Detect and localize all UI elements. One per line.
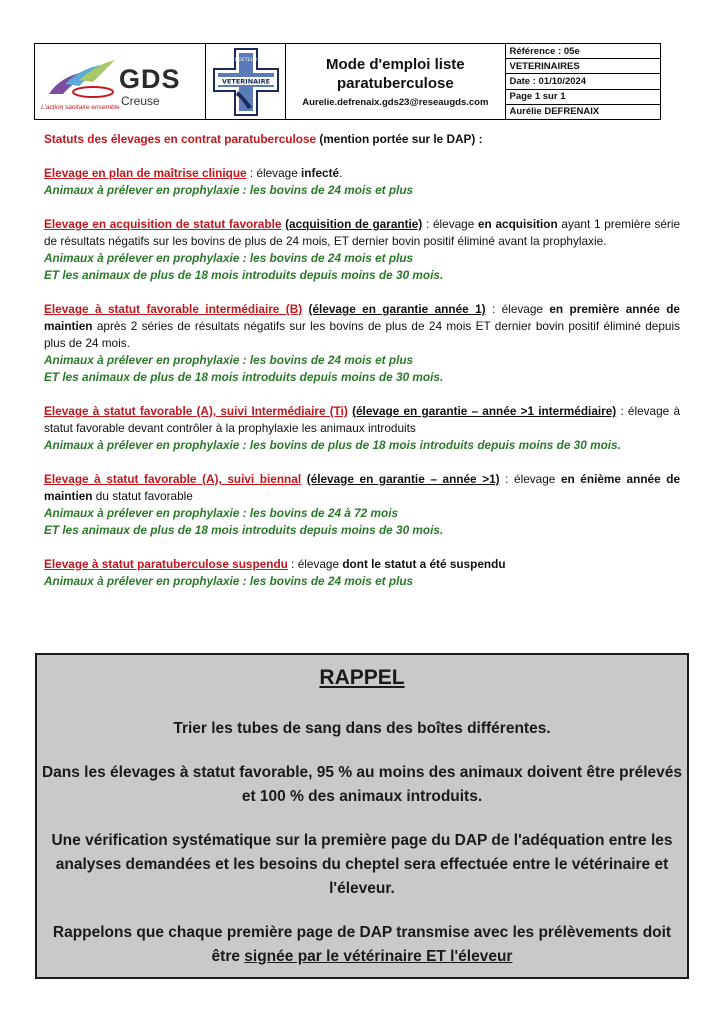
gds-subtitle: Creuse xyxy=(121,94,160,108)
document-title-cell xyxy=(286,44,505,119)
section-bold: en première année de maintien xyxy=(44,302,680,333)
vet-top-text: DOCTEUR xyxy=(235,58,258,63)
meta-date: Date : 01/10/2024 xyxy=(506,74,661,89)
section-title-note: (acquisition de garantie) xyxy=(285,217,423,231)
section-title: Elevage en acquisition de statut favorable xyxy=(44,217,282,231)
section-bold: en énième année de maintien xyxy=(44,472,681,503)
meta-page: Page 1 sur 1 xyxy=(506,90,661,105)
section-bold: dont le statut a été suspendu xyxy=(342,557,506,571)
section-intermediaire-b xyxy=(44,301,680,386)
section-animals: Animaux à prélever en prophylaxie : les bovins de plus de 18 mois introduits depuis moins de 30 mois. xyxy=(44,438,621,452)
vet-label: VETERINAIRE xyxy=(222,77,271,86)
section-plan-maitrise xyxy=(44,165,680,199)
section-text: : élevage xyxy=(422,217,478,231)
section-animals: Animaux à prélever en prophylaxie : les bovins de 24 mois et plus xyxy=(44,353,414,367)
section-title-note: (élevage en garantie année 1) xyxy=(308,302,486,316)
rappel-paragraph: Dans les élevages à statut favorable, 95 % au moins des animaux doivent être prélevés et 100 % des animaux introduits. xyxy=(41,764,683,805)
title-line-2: paratuberculose xyxy=(336,75,454,92)
rappel-box xyxy=(35,653,689,979)
section-animals: Animaux à prélever en prophylaxie : les bovins de 24 mois et plus xyxy=(44,183,414,197)
section-text: : élevage xyxy=(246,166,302,180)
section-title: Elevage à statut favorable (A), suivi Intermédiaire (Ti) xyxy=(44,404,348,418)
section-favorable-ti xyxy=(44,403,680,454)
document-meta xyxy=(506,44,661,119)
rappel-paragraph: Une vérification systématique sur la première page du DAP de l'adéquation entre les analyses demandées et les besoins du cheptel sera effectuée entre le vétérinaire et l'éleveur. xyxy=(51,832,673,897)
meta-audience: VETERINAIRES xyxy=(506,59,661,74)
intro-rest: (mention portée sur le DAP) : xyxy=(316,132,483,146)
meta-author: Aurélie DEFRENAIX xyxy=(509,106,600,118)
section-rest: du statut favorable xyxy=(92,489,193,503)
document-title xyxy=(326,55,465,93)
rappel-paragraph xyxy=(37,921,687,969)
gds-tagline: L'action sanitaire ensemble xyxy=(41,104,120,111)
intro-lead: Statuts des élevages en contrat paratuberculose xyxy=(44,132,317,146)
section-suspendu xyxy=(44,556,680,590)
veterinary-cross-icon xyxy=(212,47,280,117)
section-text: : élevage xyxy=(287,557,343,571)
gds-swoosh-icon xyxy=(43,54,119,106)
section-animals: ET les animaux de plus de 18 mois introduits depuis moins de 30 mois. xyxy=(44,370,444,384)
section-animals: ET les animaux de plus de 18 mois introduits depuis moins de 30 mois. xyxy=(44,523,444,537)
section-rest: après 2 séries de résultats négatifs sur les bovins de plus de 24 mois ET dernier bovin positif éliminé depuis plus de 24 mois. xyxy=(44,319,680,350)
section-animals: Animaux à prélever en prophylaxie : les bovins de 24 mois et plus xyxy=(44,574,414,588)
section-animals: Animaux à prélever en prophylaxie : les bovins de 24 à 72 mois xyxy=(44,506,399,520)
section-rest: ayant 1 première série de résultats négatifs sur les bovins de plus de 24 mois, ET dernier bovin positif éliminé avant la prophylaxie. xyxy=(44,217,681,248)
section-text: : élevage xyxy=(485,302,550,316)
section-animals: Animaux à prélever en prophylaxie : les bovins de 24 mois et plus xyxy=(44,251,414,265)
section-text: : élevage à statut favorable devant contrôler à la prophylaxie les animaux introduits xyxy=(44,404,681,435)
title-line-1: Mode d'emploi liste xyxy=(326,56,465,73)
section-acquisition xyxy=(44,216,680,284)
section-animals: ET les animaux de plus de 18 mois introduits depuis moins de 30 mois. xyxy=(44,268,444,282)
section-title: Elevage en plan de maîtrise clinique xyxy=(44,166,247,180)
gds-logo xyxy=(35,44,206,119)
section-title: Elevage à statut paratuberculose suspendu xyxy=(44,557,288,571)
section-rest: . xyxy=(339,166,343,180)
gds-brand: GDS xyxy=(119,64,181,94)
rappel-signature-note: signée par le vétérinaire ET l'éleveur xyxy=(244,948,513,965)
section-favorable-biennal xyxy=(44,471,680,539)
section-bold: infecté xyxy=(301,166,340,180)
section-text: : élevage xyxy=(499,472,561,486)
vet-logo xyxy=(206,44,286,119)
section-title-note: (élevage en garantie – année >1 intermédiaire) xyxy=(352,404,617,418)
section-title-note: (élevage en garantie – année >1) xyxy=(306,472,500,486)
section-title: Elevage à statut favorable intermédiaire (B) xyxy=(44,302,303,316)
document-header xyxy=(34,43,661,120)
document-body xyxy=(44,131,680,607)
rappel-text: Rappelons que chaque première page de DAP transmise avec les prélèvements doit être xyxy=(52,924,672,965)
section-bold: en acquisition xyxy=(477,217,558,231)
rappel-title: RAPPEL xyxy=(319,666,405,689)
contact-email: Aurelie.defrenaix.gds23@reseaugds.com xyxy=(302,97,489,108)
section-title: Elevage à statut favorable (A), suivi biennal xyxy=(44,472,302,486)
rappel-paragraph: Trier les tubes de sang dans des boîtes différentes. xyxy=(173,720,551,737)
meta-reference: Référence : 05e xyxy=(506,44,661,59)
intro-line xyxy=(44,131,680,148)
